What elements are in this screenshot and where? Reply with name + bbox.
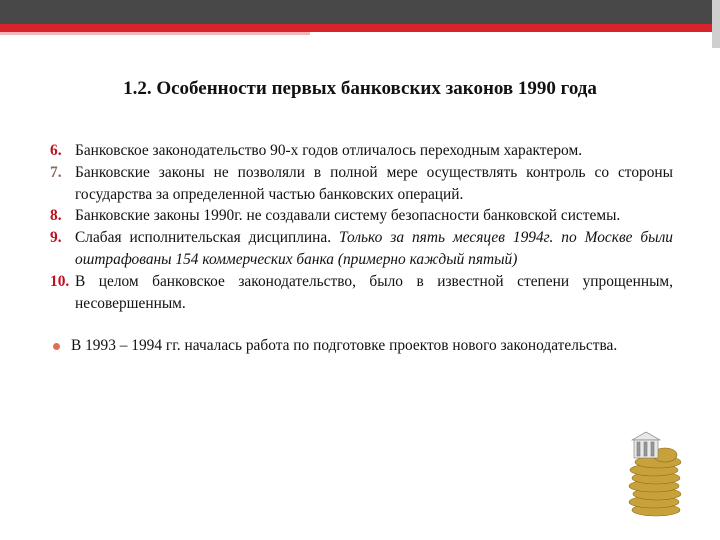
item-text: Банковские законы 1990г. не создавали систему безопасности банковской системы. xyxy=(75,207,621,225)
item-text: В целом банковское законодательство, было в известной степени упрощенным, несовершенным. xyxy=(75,272,673,312)
item-number: 8. xyxy=(50,207,62,225)
item-number: 7. xyxy=(50,163,62,181)
list-item xyxy=(50,271,673,315)
list-item xyxy=(50,227,673,271)
item-number: 9. xyxy=(50,229,62,247)
coins-bank-icon xyxy=(620,430,690,520)
item-text: Банковские законы не позволяли в полной мере осуществлять контроль со стороны государства за определенной частью банковских операций. xyxy=(75,163,673,203)
list-item xyxy=(50,205,673,227)
bullet-icon xyxy=(53,343,60,350)
item-number: 10. xyxy=(50,272,70,290)
slide-title: 1.2. Особенности первых банковских законов 1990 года xyxy=(123,78,597,99)
item-text: Банковское законодательство 90-х годов отличалось переходным характером. xyxy=(75,142,583,159)
bullet-text: В 1993 – 1994 гг. началась работа по подготовке проектов нового законодательства. xyxy=(71,337,618,355)
numbered-list xyxy=(50,140,673,357)
item-text: Слабая исполнительская дисциплина. xyxy=(75,229,332,247)
list-item xyxy=(50,162,673,206)
item-italic-text: Только за пять месяцев 1994г. по Москве были оштрафованы 154 коммерческих банка (примерно каждый пятый) xyxy=(75,229,673,268)
red-accent-bar xyxy=(0,24,712,32)
list-item xyxy=(50,140,673,162)
item-number: 6. xyxy=(50,142,62,159)
top-bar xyxy=(0,0,712,24)
edge-decoration xyxy=(712,0,720,48)
accent-line xyxy=(0,32,310,35)
bullet-item xyxy=(50,335,673,357)
